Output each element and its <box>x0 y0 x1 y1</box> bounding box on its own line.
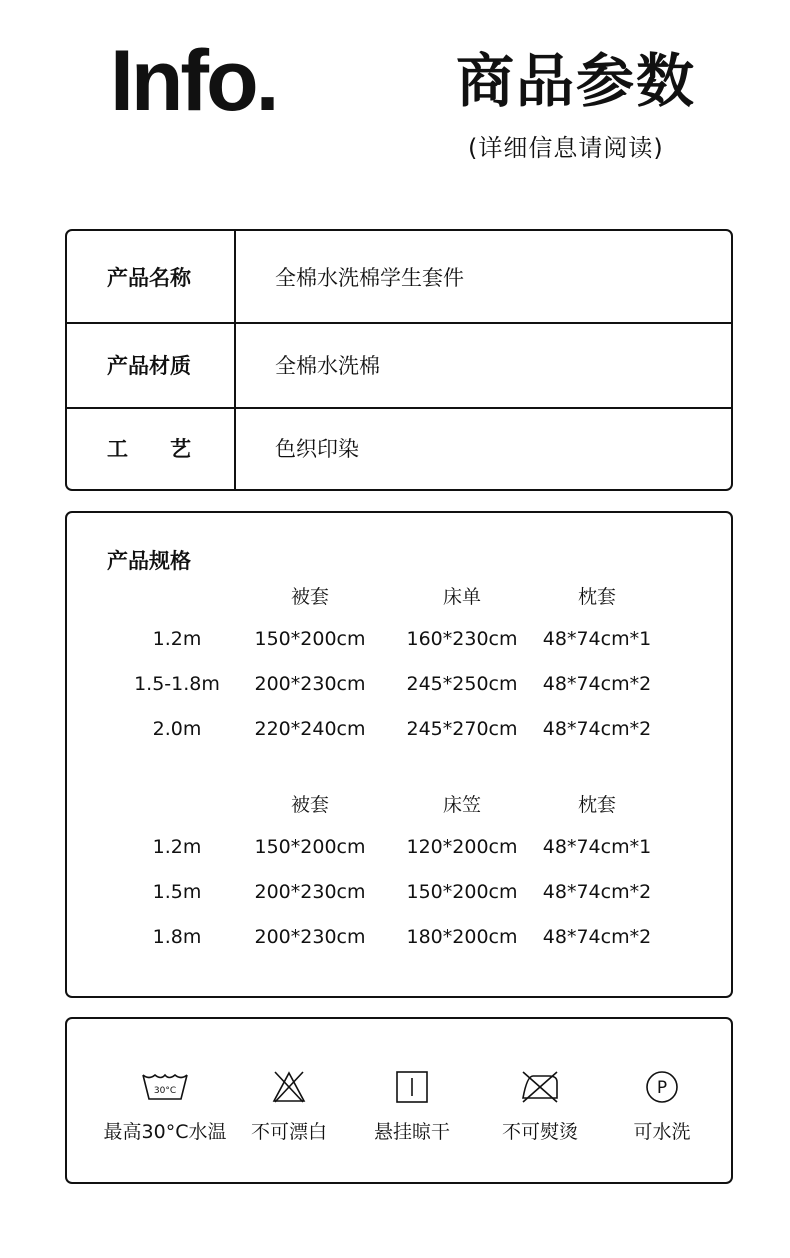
spec-cell: 48*74cm*2 <box>542 673 652 695</box>
care-item-hang-dry <box>342 1067 482 1144</box>
spec-cell: 220*240cm <box>254 718 366 740</box>
spec-size: 2.0m <box>152 718 202 740</box>
spec-cell: 150*200cm <box>406 881 518 903</box>
spec-cell: 48*74cm*2 <box>542 926 652 948</box>
param-row-material <box>67 322 731 409</box>
param-label: 产品材质 <box>107 353 191 378</box>
spec-cell: 48*74cm*1 <box>542 628 652 650</box>
info-title: Info. <box>110 33 277 129</box>
care-label: 可水洗 <box>633 1121 691 1143</box>
spec-size: 1.5-1.8m <box>134 673 220 695</box>
spec-cell: 150*200cm <box>254 628 366 650</box>
care-item-clean <box>592 1067 732 1144</box>
care-label: 最高30°C水温 <box>103 1121 227 1143</box>
page-subtitle: (详细信息请阅读) <box>468 134 664 162</box>
dry-clean-text: P <box>656 1078 668 1098</box>
spec-cell: 245*270cm <box>406 718 518 740</box>
spec-box <box>65 511 733 998</box>
spec-header-fitted-sheet: 床笠 <box>442 794 481 816</box>
spec-cell: 48*74cm*1 <box>542 836 652 858</box>
spec-header-duvet: 被套 <box>290 586 329 608</box>
care-label: 悬挂晾干 <box>373 1121 450 1143</box>
no-bleach-icon <box>219 1067 359 1107</box>
param-row-name <box>67 231 731 324</box>
spec-header-duvet: 被套 <box>290 794 329 816</box>
care-label: 不可漂白 <box>250 1121 327 1143</box>
spec-header-pillowcase: 枕套 <box>577 794 616 816</box>
spec-cell: 48*74cm*2 <box>542 881 652 903</box>
care-item-iron <box>470 1067 610 1144</box>
spec-cell: 180*200cm <box>406 926 518 948</box>
spec-size: 1.8m <box>152 926 202 948</box>
spec-cell: 245*250cm <box>406 673 518 695</box>
spec-header-sheet: 床单 <box>442 586 481 608</box>
param-row-craft <box>67 407 731 489</box>
param-label: 工艺 <box>107 437 233 461</box>
spec-header-pillowcase: 枕套 <box>577 586 616 608</box>
care-item-wash <box>95 1067 235 1144</box>
param-value: 全棉水洗棉学生套件 <box>275 265 464 290</box>
care-item-bleach <box>219 1067 359 1144</box>
param-value: 色织印染 <box>275 437 359 461</box>
spec-cell: 200*230cm <box>254 881 366 903</box>
spec-cell: 120*200cm <box>406 836 518 858</box>
no-iron-icon <box>470 1067 610 1107</box>
spec-title: 产品规格 <box>107 549 191 573</box>
spec-cell: 150*200cm <box>254 836 366 858</box>
spec-cell: 160*230cm <box>406 628 518 650</box>
param-label: 产品名称 <box>107 265 191 290</box>
spec-cell: 48*74cm*2 <box>542 718 652 740</box>
spec-size: 1.2m <box>152 836 202 858</box>
spec-cell: 200*230cm <box>254 926 366 948</box>
hang-dry-icon <box>342 1067 482 1107</box>
wash-temp-text: 30°C <box>153 1086 177 1096</box>
dry-clean-icon <box>592 1067 732 1107</box>
spec-size: 1.5m <box>152 881 202 903</box>
care-label: 不可熨烫 <box>501 1121 578 1143</box>
spec-size: 1.2m <box>152 628 202 650</box>
page-title: 商品参数 <box>456 47 697 115</box>
param-value: 全棉水洗棉 <box>275 353 380 378</box>
product-params-table <box>65 229 733 491</box>
care-instructions-box <box>65 1017 733 1184</box>
spec-cell: 200*230cm <box>254 673 366 695</box>
wash-30-icon <box>95 1067 235 1107</box>
